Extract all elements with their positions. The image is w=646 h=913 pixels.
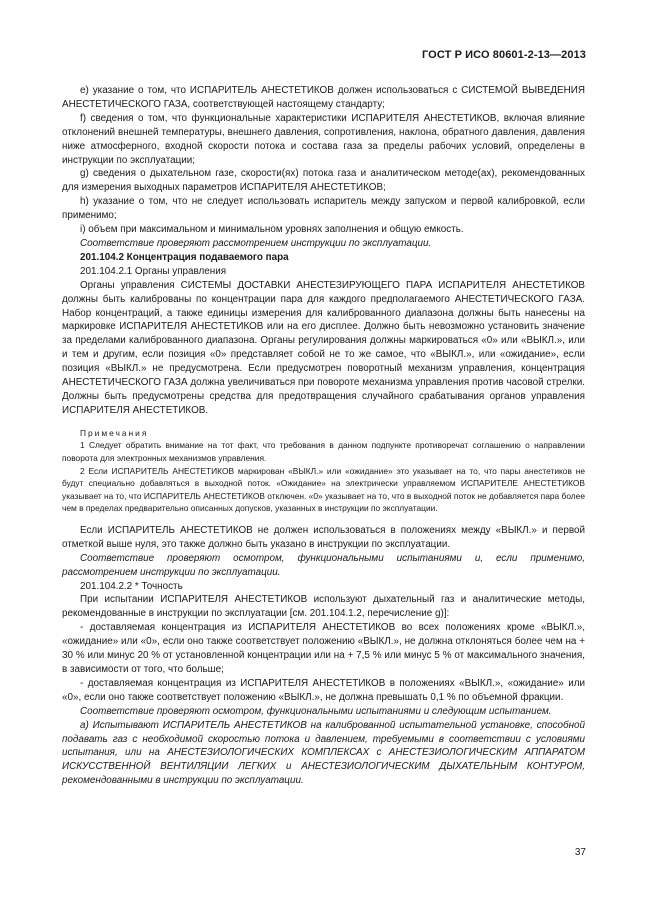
- list-item-i: i) объем при максимальном и минимальном уровнях заполнения и общую емкость.: [80, 224, 464, 236]
- accuracy-paragraph: При испытании ИСПАРИТЕЛЯ АНЕСТЕТИКОВ используют дыхательный газ и аналитические методы, рекомендованные в инструкции по эксплуатации [см. 201.104.1.2, перечисление g)]:: [62, 594, 585, 620]
- subsection-heading: 201.104.2.1 Органы управления: [80, 265, 227, 277]
- note-item: 2 Если ИСПАРИТЕЛЬ АНЕСТЕТИКОВ маркирован «ВЫКЛ.» или «ожидание» это указывает на то, что пары анестетиков не будут специально добавляться в выходной поток. «Ожидание» на электрически управляемом ИСПАРИТЕЛЕ АНЕСТЕТИКОВ указывает на то, что ИСПАРИТЕЛЬ АНЕСТЕТИКОВ отключен. «0» указывает на то, что в выходной поток не добавляется пара более чем в пределах предварительно описанных допусков, указанных в инструкции по эксплуатации.: [62, 465, 585, 514]
- accuracy-paragraph: - доставляемая концентрация из ИСПАРИТЕЛЯ АНЕСТЕТИКОВ в положениях «ВЫКЛ.», «ожидание» или «0», если оно также соответствует положению «ВЫКЛ.», не должна превышать 0,1 % по объемной фракции.: [62, 677, 585, 703]
- subsection-heading: 201.104.2.2 * Точность: [80, 580, 183, 592]
- document-header: ГОСТ Р ИСО 80601-2-13—2013: [421, 49, 586, 61]
- note-item: 1 Следует обратить внимание на тот факт, что требования в данном подпункте противоречат соглашению о направлении поворота для электронных механизмов управления.: [62, 440, 585, 463]
- compliance-statement: Соответствие проверяют осмотром, функциональными испытаниями и следующим испытанием.: [80, 705, 552, 717]
- notes-block: [62, 427, 585, 515]
- test-item-a: а) Испытывают ИСПАРИТЕЛЬ АНЕСТЕТИКОВ на калиброванной испытательной установке, способной подавать газ с необходимой скоростью потока и давлением, требуемыми в соответствии с условиями испытания, или на АНЕСТЕЗИОЛОГИЧЕСКИХ КОМПЛЕКСАХ с АНЕСТЕЗИОЛОГИЧЕСКИМ АППАРАТОМ ИСКУССТВЕННОЙ ВЕНТИЛЯЦИИ ЛЕГКИХ и АНЕСТЕЗИОЛОГИЧЕСКИМ ДЫХАТЕЛЬНЫМ КОНТУРОМ, рекомендованными в инструкции по эксплуатации.: [62, 719, 585, 787]
- list-item-h: h) указание о том, что не следует использовать испаритель между запуском и первой калибровкой, если применимо;: [62, 196, 585, 222]
- section-heading: 201.104.2 Концентрация подаваемого пара: [80, 251, 289, 263]
- notes-title: Примечания: [80, 427, 149, 438]
- compliance-statement: Соответствие проверяют рассмотрением инструкции по эксплуатации.: [80, 237, 432, 249]
- page-number: 37: [574, 847, 586, 858]
- page-content: [62, 84, 585, 788]
- compliance-statement: Соответствие проверяют осмотром, функциональными испытаниями и, если применимо, рассмотрением инструкции по эксплуатации.: [62, 552, 585, 578]
- list-item-f: f) сведения о том, что функциональные характеристики ИСПАРИТЕЛЯ АНЕСТЕТИКОВ, включая влияние отклонений внешней температуры, внешнего давления, сопротивления, наклона, обратного давления, давления ниже атмосферного, входной скорости потока и состава газа за пределы рабочих условий, определены в инструкции по эксплуатации;: [62, 112, 585, 166]
- positions-paragraph: Если ИСПАРИТЕЛЬ АНЕСТЕТИКОВ не должен использоваться в положениях между «ВЫКЛ.» и первой отметкой выше нуля, это также должно быть указано в инструкции по эксплуатации.: [62, 524, 585, 550]
- accuracy-paragraph: - доставляемая концентрация из ИСПАРИТЕЛЯ АНЕСТЕТИКОВ во всех положениях кроме «ВЫКЛ.», «ожидание» или «0», если оно также соответствует положению «ВЫКЛ.», не должна отклоняться более чем на + 30 % или минус 20 % от установленной концентрации или на + 7,5 % или минус 5 % от максимального значения, в зависимости от того, что больше;: [62, 622, 585, 675]
- list-item-e: е) указание о том, что ИСПАРИТЕЛЬ АНЕСТЕТИКОВ должен использоваться с СИСТЕМОЙ ВЫВЕДЕНИЯ АНЕСТЕТИЧЕСКОГО ГАЗА, соответствующей настоящему стандарту;: [62, 85, 585, 110]
- controls-paragraph: Органы управления СИСТЕМЫ ДОСТАВКИ АНЕСТЕЗИРУЮЩЕГО ПАРА ИСПАРИТЕЛЯ АНЕСТЕТИКОВ должны быть калиброваны по концентрации пара для каждого предполагаемого АНЕСТЕТИЧЕСКОГО ГАЗА. Набор концентраций, а также единицы измерения для калиброванного диапазона должны быть нанесены на маркировке ИСПАРИТЕЛЯ АНЕСТЕТИКОВ или на его дисплее. Должно быть невозможно установить значение за пределами калиброванного диапазона. Органы регулирования должны маркироваться «0» или «ВЫКЛ.», или и тем и другим, если позиция «0» представляет собой не то же самое, что «ВЫКЛ.», или «ожидание», если позиция «ВЫКЛ.» не предусмотрена. Если предусмотрен поворотный механизм управления, концентрация АНЕСТЕТИЧЕСКОГО ГАЗА должна увеличиваться при повороте механизма управления против часовой стрелки. Должны быть предусмотрены средства для предотвращения случайного срабатывания органов управления ИСПАРИТЕЛЯ АНЕСТЕТИКОВ.: [62, 279, 585, 416]
- list-item-g: g) сведения о дыхательном газе, скорости(ях) потока газа и аналитическом методе(ах), рекомендованных для измерения выходных параметров ИСПАРИТЕЛЯ АНЕСТЕТИКОВ;: [62, 168, 585, 194]
